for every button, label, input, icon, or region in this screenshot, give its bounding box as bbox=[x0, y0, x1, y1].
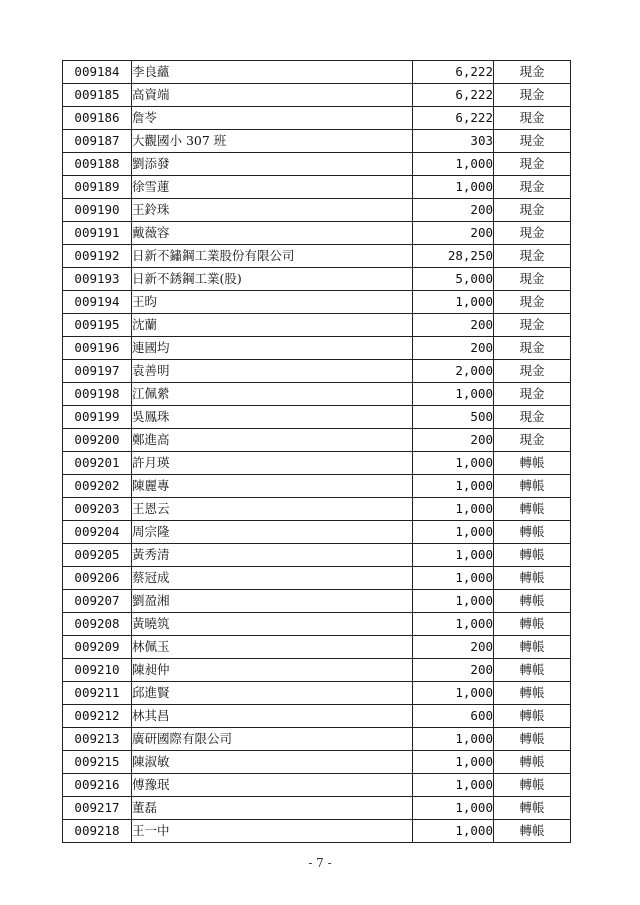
payment-method-cell: 轉帳 bbox=[494, 774, 571, 797]
donation-table-body bbox=[63, 61, 571, 843]
table-row bbox=[63, 84, 571, 107]
donation-amount-cell: 200 bbox=[413, 222, 494, 245]
payment-method-cell: 現金 bbox=[494, 314, 571, 337]
donor-id-cell: 009189 bbox=[63, 176, 132, 199]
donor-id-cell: 009187 bbox=[63, 130, 132, 153]
table-row bbox=[63, 360, 571, 383]
table-row bbox=[63, 291, 571, 314]
table-row bbox=[63, 107, 571, 130]
payment-method-cell: 現金 bbox=[494, 176, 571, 199]
table-row bbox=[63, 659, 571, 682]
payment-method-cell: 轉帳 bbox=[494, 682, 571, 705]
donor-id-cell: 009211 bbox=[63, 682, 132, 705]
donor-name-cell: 王鈴珠 bbox=[132, 199, 413, 222]
donor-name-cell: 陳昶仲 bbox=[132, 659, 413, 682]
donor-id-cell: 009196 bbox=[63, 337, 132, 360]
donor-name-cell: 日新不銹鋼工業(股) bbox=[132, 268, 413, 291]
donor-name-cell: 劉添發 bbox=[132, 153, 413, 176]
table-row bbox=[63, 176, 571, 199]
donation-amount-cell: 1,000 bbox=[413, 820, 494, 843]
donor-id-cell: 009185 bbox=[63, 84, 132, 107]
donation-amount-cell: 200 bbox=[413, 429, 494, 452]
donation-table bbox=[62, 60, 571, 843]
donor-name-cell: 林其昌 bbox=[132, 705, 413, 728]
donor-id-cell: 009205 bbox=[63, 544, 132, 567]
donation-amount-cell: 1,000 bbox=[413, 176, 494, 199]
donation-amount-cell: 200 bbox=[413, 337, 494, 360]
donor-name-cell: 王昀 bbox=[132, 291, 413, 314]
donation-amount-cell: 1,000 bbox=[413, 153, 494, 176]
donation-amount-cell: 6,222 bbox=[413, 84, 494, 107]
table-row bbox=[63, 498, 571, 521]
donor-name-cell: 大觀國小 307 班 bbox=[132, 130, 413, 153]
table-row bbox=[63, 728, 571, 751]
donor-name-cell: 許月瑛 bbox=[132, 452, 413, 475]
payment-method-cell: 現金 bbox=[494, 337, 571, 360]
donation-amount-cell: 1,000 bbox=[413, 613, 494, 636]
donor-name-cell: 高資端 bbox=[132, 84, 413, 107]
donation-amount-cell: 1,000 bbox=[413, 521, 494, 544]
payment-method-cell: 轉帳 bbox=[494, 521, 571, 544]
table-row bbox=[63, 314, 571, 337]
donor-id-cell: 009209 bbox=[63, 636, 132, 659]
table-row bbox=[63, 452, 571, 475]
table-row bbox=[63, 636, 571, 659]
donation-amount-cell: 600 bbox=[413, 705, 494, 728]
donation-amount-cell: 200 bbox=[413, 636, 494, 659]
table-row bbox=[63, 613, 571, 636]
payment-method-cell: 現金 bbox=[494, 245, 571, 268]
donor-name-cell: 邱進賢 bbox=[132, 682, 413, 705]
donor-name-cell: 沈蘭 bbox=[132, 314, 413, 337]
donor-id-cell: 009188 bbox=[63, 153, 132, 176]
donation-amount-cell: 1,000 bbox=[413, 751, 494, 774]
donation-amount-cell: 1,000 bbox=[413, 590, 494, 613]
donor-name-cell: 江佩縈 bbox=[132, 383, 413, 406]
donor-name-cell: 日新不鏽鋼工業股份有限公司 bbox=[132, 245, 413, 268]
donation-amount-cell: 303 bbox=[413, 130, 494, 153]
donation-amount-cell: 1,000 bbox=[413, 498, 494, 521]
donation-amount-cell: 28,250 bbox=[413, 245, 494, 268]
donation-amount-cell: 1,000 bbox=[413, 475, 494, 498]
donation-amount-cell: 1,000 bbox=[413, 682, 494, 705]
payment-method-cell: 轉帳 bbox=[494, 498, 571, 521]
donor-name-cell: 徐雪蓮 bbox=[132, 176, 413, 199]
donor-id-cell: 009192 bbox=[63, 245, 132, 268]
donor-name-cell: 李良蘊 bbox=[132, 61, 413, 84]
donor-id-cell: 009200 bbox=[63, 429, 132, 452]
table-row bbox=[63, 682, 571, 705]
payment-method-cell: 轉帳 bbox=[494, 613, 571, 636]
donor-id-cell: 009184 bbox=[63, 61, 132, 84]
table-row bbox=[63, 130, 571, 153]
donation-amount-cell: 1,000 bbox=[413, 774, 494, 797]
payment-method-cell: 現金 bbox=[494, 107, 571, 130]
donor-id-cell: 009191 bbox=[63, 222, 132, 245]
donor-id-cell: 009203 bbox=[63, 498, 132, 521]
donor-id-cell: 009202 bbox=[63, 475, 132, 498]
table-row bbox=[63, 245, 571, 268]
donor-id-cell: 009201 bbox=[63, 452, 132, 475]
donation-amount-cell: 1,000 bbox=[413, 797, 494, 820]
table-row bbox=[63, 797, 571, 820]
donation-amount-cell: 6,222 bbox=[413, 61, 494, 84]
donor-id-cell: 009206 bbox=[63, 567, 132, 590]
donor-id-cell: 009194 bbox=[63, 291, 132, 314]
donation-amount-cell: 500 bbox=[413, 406, 494, 429]
table-row bbox=[63, 774, 571, 797]
table-row bbox=[63, 61, 571, 84]
payment-method-cell: 轉帳 bbox=[494, 797, 571, 820]
donor-id-cell: 009217 bbox=[63, 797, 132, 820]
donor-id-cell: 009198 bbox=[63, 383, 132, 406]
table-row bbox=[63, 429, 571, 452]
donor-name-cell: 連國均 bbox=[132, 337, 413, 360]
donor-name-cell: 董磊 bbox=[132, 797, 413, 820]
table-row bbox=[63, 153, 571, 176]
table-row bbox=[63, 705, 571, 728]
donor-id-cell: 009208 bbox=[63, 613, 132, 636]
donor-id-cell: 009193 bbox=[63, 268, 132, 291]
donor-name-cell: 傅豫珉 bbox=[132, 774, 413, 797]
donor-name-cell: 吳鳳珠 bbox=[132, 406, 413, 429]
donation-amount-cell: 200 bbox=[413, 314, 494, 337]
table-row bbox=[63, 521, 571, 544]
table-row bbox=[63, 199, 571, 222]
donor-id-cell: 009186 bbox=[63, 107, 132, 130]
donor-name-cell: 蔡冠成 bbox=[132, 567, 413, 590]
payment-method-cell: 現金 bbox=[494, 268, 571, 291]
donor-name-cell: 廣研國際有限公司 bbox=[132, 728, 413, 751]
donor-name-cell: 鄭進高 bbox=[132, 429, 413, 452]
payment-method-cell: 現金 bbox=[494, 406, 571, 429]
donor-id-cell: 009204 bbox=[63, 521, 132, 544]
donor-name-cell: 王一中 bbox=[132, 820, 413, 843]
page-number: - 7 - bbox=[308, 856, 332, 870]
donation-amount-cell: 6,222 bbox=[413, 107, 494, 130]
payment-method-cell: 轉帳 bbox=[494, 820, 571, 843]
payment-method-cell: 現金 bbox=[494, 153, 571, 176]
payment-method-cell: 轉帳 bbox=[494, 705, 571, 728]
payment-method-cell: 現金 bbox=[494, 429, 571, 452]
donation-amount-cell: 1,000 bbox=[413, 383, 494, 406]
payment-method-cell: 轉帳 bbox=[494, 475, 571, 498]
donor-id-cell: 009213 bbox=[63, 728, 132, 751]
donor-id-cell: 009190 bbox=[63, 199, 132, 222]
payment-method-cell: 現金 bbox=[494, 130, 571, 153]
donor-id-cell: 009210 bbox=[63, 659, 132, 682]
donor-id-cell: 009195 bbox=[63, 314, 132, 337]
donor-name-cell: 林佩玉 bbox=[132, 636, 413, 659]
table-row bbox=[63, 567, 571, 590]
donation-amount-cell: 1,000 bbox=[413, 452, 494, 475]
payment-method-cell: 現金 bbox=[494, 199, 571, 222]
table-row bbox=[63, 751, 571, 774]
payment-method-cell: 現金 bbox=[494, 383, 571, 406]
payment-method-cell: 轉帳 bbox=[494, 452, 571, 475]
payment-method-cell: 現金 bbox=[494, 360, 571, 383]
donor-name-cell: 戴薇容 bbox=[132, 222, 413, 245]
donor-id-cell: 009199 bbox=[63, 406, 132, 429]
payment-method-cell: 現金 bbox=[494, 84, 571, 107]
payment-method-cell: 轉帳 bbox=[494, 544, 571, 567]
table-row bbox=[63, 820, 571, 843]
payment-method-cell: 現金 bbox=[494, 222, 571, 245]
payment-method-cell: 現金 bbox=[494, 61, 571, 84]
table-row bbox=[63, 337, 571, 360]
donation-amount-cell: 200 bbox=[413, 199, 494, 222]
donation-amount-cell: 5,000 bbox=[413, 268, 494, 291]
donor-name-cell: 黃秀清 bbox=[132, 544, 413, 567]
donor-name-cell: 黃曉筑 bbox=[132, 613, 413, 636]
donor-name-cell: 王恩云 bbox=[132, 498, 413, 521]
donor-id-cell: 009212 bbox=[63, 705, 132, 728]
donation-amount-cell: 1,000 bbox=[413, 291, 494, 314]
donor-name-cell: 詹苓 bbox=[132, 107, 413, 130]
table-row bbox=[63, 475, 571, 498]
donation-amount-cell: 1,000 bbox=[413, 728, 494, 751]
donation-amount-cell: 200 bbox=[413, 659, 494, 682]
payment-method-cell: 轉帳 bbox=[494, 636, 571, 659]
donor-name-cell: 陳麗專 bbox=[132, 475, 413, 498]
payment-method-cell: 轉帳 bbox=[494, 567, 571, 590]
payment-method-cell: 現金 bbox=[494, 291, 571, 314]
table-row bbox=[63, 544, 571, 567]
table-row bbox=[63, 406, 571, 429]
payment-method-cell: 轉帳 bbox=[494, 659, 571, 682]
payment-method-cell: 轉帳 bbox=[494, 751, 571, 774]
donation-amount-cell: 1,000 bbox=[413, 567, 494, 590]
payment-method-cell: 轉帳 bbox=[494, 590, 571, 613]
table-row bbox=[63, 590, 571, 613]
donor-name-cell: 陳淑敏 bbox=[132, 751, 413, 774]
payment-method-cell: 轉帳 bbox=[494, 728, 571, 751]
donor-id-cell: 009197 bbox=[63, 360, 132, 383]
donor-name-cell: 劉盈湘 bbox=[132, 590, 413, 613]
table-row bbox=[63, 222, 571, 245]
donor-id-cell: 009207 bbox=[63, 590, 132, 613]
donor-id-cell: 009215 bbox=[63, 751, 132, 774]
donor-name-cell: 袁善明 bbox=[132, 360, 413, 383]
donation-amount-cell: 2,000 bbox=[413, 360, 494, 383]
donor-name-cell: 周宗隆 bbox=[132, 521, 413, 544]
donor-id-cell: 009216 bbox=[63, 774, 132, 797]
donor-id-cell: 009218 bbox=[63, 820, 132, 843]
table-row bbox=[63, 383, 571, 406]
table-row bbox=[63, 268, 571, 291]
donation-amount-cell: 1,000 bbox=[413, 544, 494, 567]
